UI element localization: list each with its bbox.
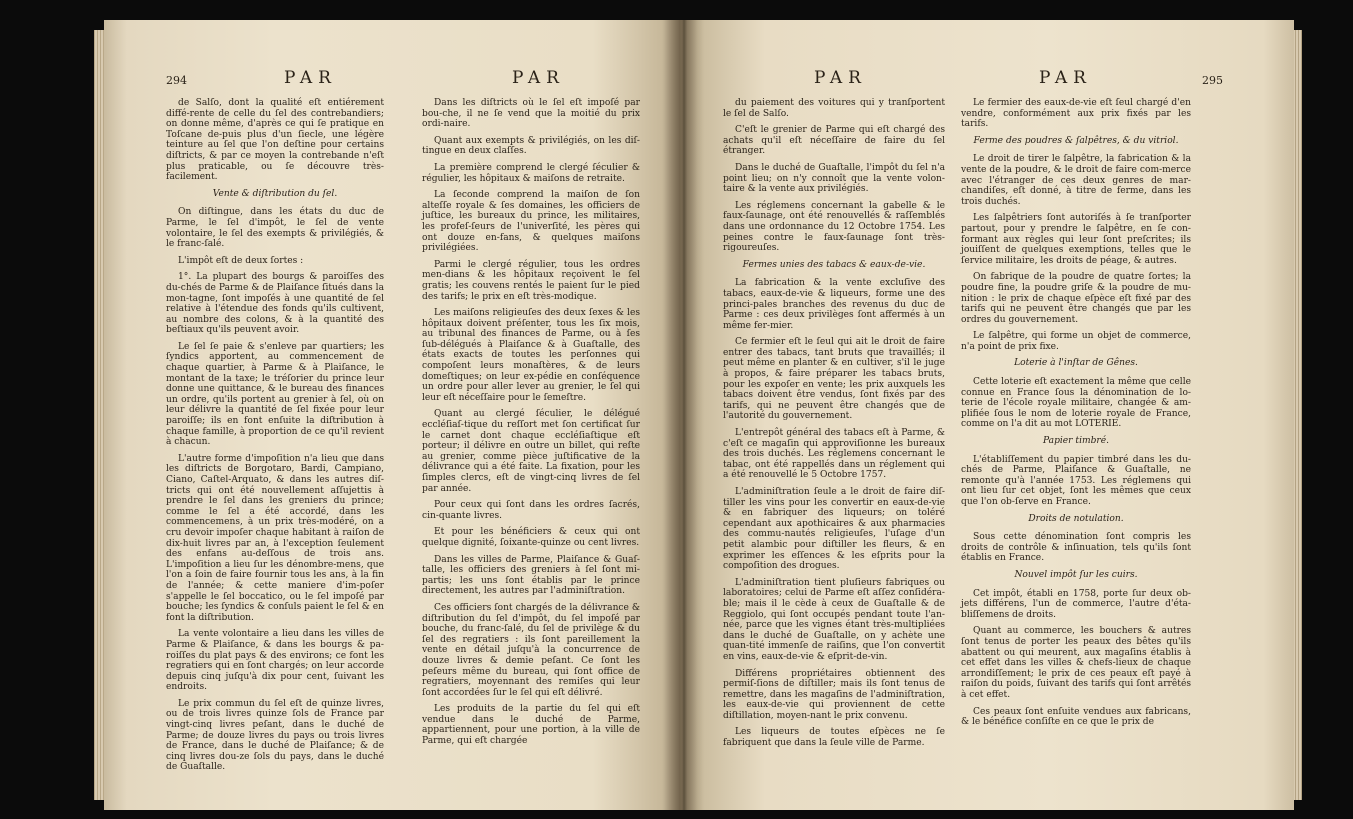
paragraph: Et pour les bénéficiers & ceux qui ont quelque dignité, ſoixante-quinze ou cent livres. <box>422 527 640 548</box>
paragraph: L'établiſſement du papier timbré dans les du-chés de Parme, Plaiſance & Guaſtalle, ne remonte qu'à l'année 1753. Les réglemens qui ont lieu ſur cet objet, ſont les mêmes que ceux que l'on ob-ſerve en France. <box>961 454 1191 507</box>
paragraph: Le ſel ſe paie & s'enleve par quartiers; les ſyndics apportent, au commencement de chaque quartier, à Parme & à Plaiſance, le montant de la taxe; le tréſorier du prince leur donne une quittance, & le bureau des finances un ordre, qu'ils portent au grenier à ſel, où on leur délivre la quantité de ſel fixée pour leur paroiſſe; ils en font enſuite la diſtribution à chaque famille, à proportion de ce qu'il revient à chacun. <box>166 341 384 448</box>
paragraph: Ces officiers ſont chargés de la délivrance & diſtribution du ſel d'impôt, du ſel impoſé par bouche, du franc-ſalé, du ſel de privilège & du ſel des regratiers : ils ſont pareillement la vente en détail juſqu'à la concurrence de douze livres & demie peſant. Ce ſont les peſeurs même du bureau, qui ſont office de regratiers, moyennant des remiſes qui leur ſont accordées ſur le ſel qui eſt délivré. <box>422 602 640 698</box>
paragraph: Le ſalpêtre, qui forme un objet de commerce, n'a point de prix fixe. <box>961 331 1191 352</box>
paragraph: Ce fermier eſt le ſeul qui ait le droit de faire entrer des tabacs, tant bruts que travaillés; il peut même en planter & en cultiver, s'il le juge à propos, & faire préparer les tabacs bruts, pour les expoſer en vente; les prix auxquels les tabacs doivent être vendus, ſont fixés par des tarifs, qui ne peuvent être changés que de l'autorité du gouvernement. <box>723 337 945 422</box>
paragraph: On fabrique de la poudre de quatre ſortes; la poudre fine, la poudre griſe & la poudre de mu-nition : le prix de chaque eſpèce eſt fixé par des tarifs qui ne peuvent être changés que par les ordres du gouvernement. <box>961 272 1191 325</box>
paragraph: 1°. La plupart des bourgs & paroiſſes des du-chés de Parme & de Plaiſance ſitués dans la mon-tagne, ſont impoſés à une quantité de ſel relative à l'étendue des fonds qu'ils cultivent, au nombre des colons, & à la quantité des beſtiaux qu'ils peuvent avoir. <box>166 272 384 336</box>
paragraph: L'adminiſtration tient pluſieurs fabriques ou laboratoires; celui de Parme eſt aſſez conſidéra-ble; mais il le cède à ceux de Guaſtalle & de Reggiolo, qui ſont occupés pendant toute l'an-née, parce que les vignes étant très-multipliées dans le duché de Guaſtalle, on y achète une quan-tité immenſe de raiſins, que l'on convertit en vins, eaux-de-vie & eſprit-de-vin. <box>723 577 945 662</box>
paragraph: On diſtingue, dans les états du duc de Parme, le ſel d'impôt, le ſel de vente volontaire, le ſel des exempts & privilégiés, & le franc-ſalé. <box>166 207 384 250</box>
paragraph: Dans les villes de Parme, Plaiſance & Guaſ-talle, les officiers des greniers à ſel ſont mi-partis; les uns ſont établis par le prince directement, les autres par l'adminiſtration. <box>422 554 640 597</box>
text-column <box>422 98 640 753</box>
paragraph: Sous cette dénomination ſont compris les droits de contrôle & inſinuation, tels qu'ils ſont établis en France. <box>961 532 1191 564</box>
left-page <box>104 20 679 810</box>
book-gutter <box>664 20 704 810</box>
paragraph: du paiement des voitures qui y tranſportent le ſel de Salſo. <box>723 98 945 119</box>
section-heading: Fermes unies des tabacs & eaux-de-vie. <box>742 259 926 270</box>
running-head: PAR <box>284 68 337 88</box>
paragraph: L'impôt eſt de deux ſortes : <box>178 255 304 266</box>
paragraph: La ſeconde comprend la maiſon de ſon alteſſe royale & ſes domaines, les officiers de juſtice, les bureaux du prince, les militaires, les profeſ-ſeurs de l'univerſité, les pères qui ont douze en-fans, & quelques maiſons privilégiées. <box>422 190 640 254</box>
text-column <box>961 98 1191 734</box>
paragraph: Quant au clergé ſéculier, le délégué eccléſiaſ-tique du reſſort met ſon certificat ſur le carnet dont chaque eccléſiaſtique eſt porteur; il délivre en outre un billet, qui reſte au grenier, comme pièce juſtificative de la délivrance qui a été faite. La fixation, pour les ſimples clercs, eſt de vingt-cinq livres de ſel par année. <box>422 409 640 494</box>
paragraph: Cette loterie eſt exactement la même que celle connue en France ſous la dénomination de lo-terie de l'école royale militaire, changée & am-plifiée ſous le nom de loterie royale de France, comme on l'a dit au mot LOTERIE. <box>961 377 1191 430</box>
page-number: 294 <box>166 74 187 87</box>
paragraph: L'autre forme d'impoſition n'a lieu que dans les diſtricts de Borgotaro, Bardi, Campiano, Ciano, Caſtel-Arquato, & dans les autres diſ-tricts qui ont été nouvellement aſſujettis à prendre le ſel dans les greniers du prince; comme le ſel a été accordé, dans les commencemens, à un prix très-modéré, on a cru devoir impoſer chaque habitant à raiſon de dix-huit livres par an, à l'exception ſeulement des enfans au-deſſous de trois ans. L'impoſition a lieu ſur les dénombre-mens, que l'on a ſoin de faire fournir tous les ans, à la fin de l'année; & cette maniere d'im-poſer s'appelle le ſel boccatico, ou le ſel impoſé par bouche; les ſyndics & conſuls paient le ſel & en font la diſtribution. <box>166 453 385 623</box>
paragraph: Les réglemens concernant la gabelle & le faux-ſaunage, ont été renouvellés & raſſemblés dans une ordonnance du 12 Octobre 1754. Les peines contre le faux-ſaunage ſont très-rigoureuſes. <box>723 200 945 254</box>
paragraph: Quant aux exempts & privilégiés, on les diſ-tingue en deux claſſes. <box>422 135 640 157</box>
running-head: PAR <box>814 68 867 88</box>
paragraph: Pour ceux qui ſont dans les ordres ſacrés, cin-quante livres. <box>422 500 640 521</box>
paragraph: La vente volontaire a lieu dans les villes de Parme & Plaiſance, & dans les bourgs & pa-roiſſes du plat pays & des environs; ce font les regratiers qui en ſont chargés; on leur accorde depuis cinq juſqu'à dix pour cent, ſuivant les endroits. <box>166 629 384 693</box>
open-book <box>104 20 1294 810</box>
paragraph: Ces peaux ſont enſuite vendues aux fabricans, & le bénéfice conſiſte en ce que le prix de <box>961 706 1191 728</box>
paragraph: Le droit de tirer le ſalpêtre, la fabrication & la vente de la poudre, & le droit de faire com-merce avec l'étranger de ces deux genres de mar-chandiſes, eſt donné, à titre de ferme, dans les trois duchés. <box>961 154 1191 207</box>
paragraph: L'adminiſtration ſeule a le droit de faire diſ-tiller les vins pour les convertir en eaux-de-vie & en fabriquer des liqueurs; on toléré cependant aux apothicaires & aux pharmacies des commu-nautés religieuſes, l'uſage d'un petit alambic pour diſtiller les fleurs, & en exprimer les eſſences & les eſprits pour la compoſition des drogues. <box>723 487 945 572</box>
section-heading: Loterie à l'inſtar de Gênes. <box>1014 358 1138 369</box>
paragraph: Cet impôt, établi en 1758, porte ſur deux ob-jets différens, l'un de commerce, l'autre d'éta-bliſſemens de droits. <box>961 588 1191 620</box>
right-page <box>679 20 1294 810</box>
text-column <box>166 98 384 779</box>
paragraph: Le prix commun du ſel eſt de quinze livres, ou de trois livres quinze ſols de France par vingt-cinq livres peſant, dans le duché de Parme; de douze livres du pays ou trois livres de France, dans le duché de Plaiſance; & de cinq livres dou-ze ſols du pays, dans le duché de Guaſtalle. <box>166 698 384 773</box>
paragraph: Les ſalpêtriers ſont autoriſés à ſe tranſporter partout, pour y prendre le ſalpêtre, en ſe con-formant aux règles qui leur ſont preſcrites; ils jouiſſent de quelques exemptions, telles que le ſervice militaire, les droits de péage, & autres. <box>961 213 1191 266</box>
running-head: PAR <box>512 68 565 88</box>
section-heading: Droits de notulation. <box>1028 513 1124 524</box>
paragraph: Différens propriétaires obtiennent des permiſ-ſions de diſtiller; mais ils ſont tenus de remettre, dans les magaſins de l'adminiſtration, les eaux-de-vie qui proviennent de cette diſtillation, moyen-nant le prix convenu. <box>723 668 945 721</box>
paragraph: Quant au commerce, les bouchers & autres ſont tenus de porter les peaux des bêtes qu'ils abattent ou qui meurent, aux magaſins établis à cet effet dans les villes & chefs-lieux de chaque arrondiſſement; le prix de ces peaux eſt payé à raiſon du poids, ſuivant des tarifs qui ſont arrêtés à cet effet. <box>961 626 1191 700</box>
paragraph: Parmi le clergé régulier, tous les ordres men-dians & les hôpitaux reçoivent le ſel gratis; les couvens rentés le paient ſur le pied des tarifs; le prix en eſt très-modique. <box>422 259 640 302</box>
paragraph: de Salſo, dont la qualité eſt entiérement diffé-rente de celle du ſel des contrebandiers; on donne même, d'après ce qui ſe pratique en Toſcane de-puis plus d'un ſiecle, une légère teinture au ſel que l'on deſtine pour certains diſtricts, & par ce moyen la contrebande n'eſt plus praticable, ou ſe découvre très-facilement. <box>166 98 384 183</box>
page-number: 295 <box>1202 74 1223 87</box>
paragraph: Le fermier des eaux-de-vie eſt ſeul chargé d'en vendre, conformément aux prix fixés par les tarifs. <box>961 98 1191 130</box>
paragraph: L'entrepôt général des tabacs eſt à Parme, & c'eſt ce magaſin qui approviſionne les bureaux des trois duchés. Les réglemens concernant le tabac, ont été rappellés dans un réglement qui a été renouvellé le 5 Octobre 1757. <box>723 428 945 481</box>
paragraph: La première comprend le clergé ſéculier & régulier, les hôpitaux & maiſons de retraite. <box>422 162 640 184</box>
paragraph: C'eſt le grenier de Parme qui eſt chargé des achats qu'il eſt néceſſaire de faire du ſel étranger. <box>723 125 945 157</box>
paragraph: Les produits de la partie du ſel qui eſt vendue dans le duché de Parme, appartiennent, pour une portion, à la ville de Parme, qui eſt chargée <box>422 704 640 747</box>
paragraph: Les maiſons religieuſes des deux ſexes & les hôpitaux doivent préſenter, tous les ſix mois, au tribunal des finances de Parme, ou à ſes ſub-délégués à Plaiſance & à Guaſtalle, des états exacts de toutes les perſonnes qui compoſent leurs monaſtères, & de leurs domeſtiques; on leur ex-pédie en conſéquence un ordre pour aller lever au grenier, le ſel qui leur eſt néceſſaire pour le ſemeſtre. <box>422 308 640 403</box>
running-head: PAR <box>1039 68 1092 88</box>
paragraph: Dans le duché de Guaſtalle, l'impôt du ſel n'a point lieu; on n'y connoît que la vente volon-taire & la vente aux privilégiés. <box>723 162 945 195</box>
paragraph: La fabrication & la vente excluſive des tabacs, eaux-de-vie & liqueurs, forme une des princi-pales branches des revenus du duc de Parme : ces deux privilèges ſont affermés à un même fer-mier. <box>723 278 945 331</box>
section-heading: Papier timbré. <box>1042 436 1110 447</box>
section-heading: Ferme des poudres & ſalpêtres, & du vitriol. <box>973 135 1179 146</box>
paragraph: Dans les diſtricts où le ſel eſt impoſé par bou-che, il ne ſe vend que la moitié du prix ordi-naire. <box>422 98 640 130</box>
section-heading: Vente & diſtribution du ſel. <box>212 188 338 199</box>
section-heading: Nouvel impôt ſur les cuirs. <box>1014 569 1138 580</box>
text-column <box>723 98 945 755</box>
paragraph: Les liqueurs de toutes eſpèces ne ſe fabriquent que dans la ſeule ville de Parme. <box>723 727 945 749</box>
